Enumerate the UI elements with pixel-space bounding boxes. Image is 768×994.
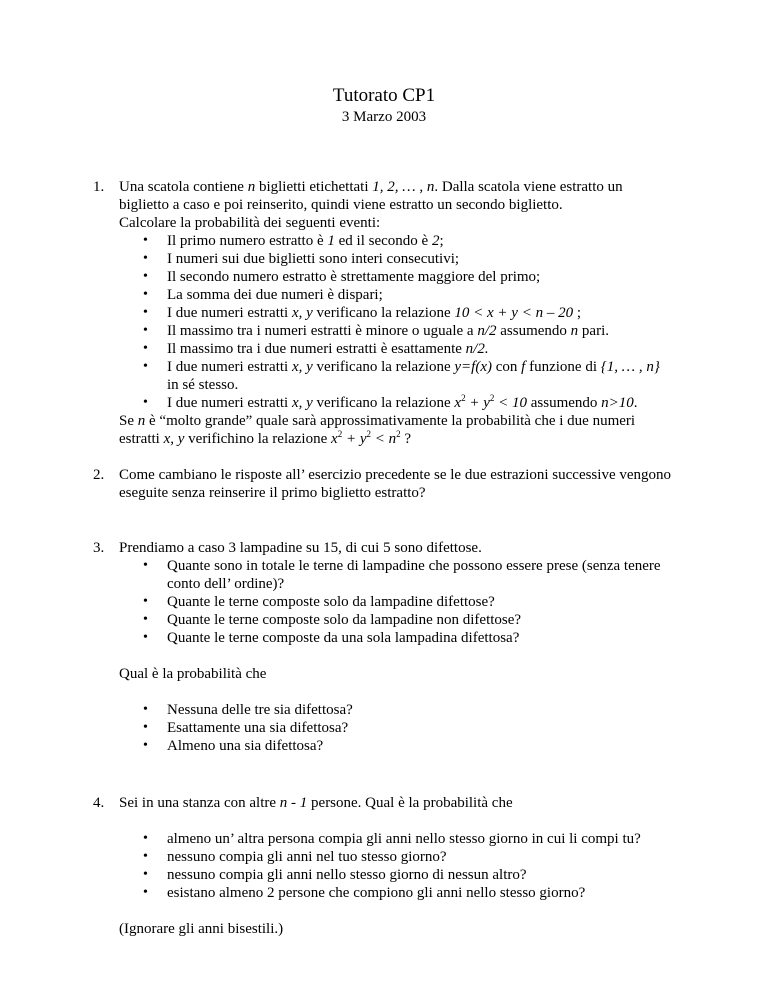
list-item: nessuno compia gli anni nello stesso giorno di nessun altro? [167, 867, 527, 883]
list-item: Quante le terne composte solo da lampadine difettose? [167, 594, 495, 610]
exercise-text: Se n è “molto grande” quale sarà approssimativamente la probabilità che i due numeri [119, 413, 636, 429]
list-item: Almeno una sia difettosa? [167, 738, 324, 754]
exercise-text: eseguite senza reinserire il primo biglietto estratto? [119, 485, 426, 501]
document-date: 3 Marzo 2003 [341, 109, 427, 125]
bullet-icon: • [143, 867, 148, 882]
exercise-note: (Ignorare gli anni bisestili.) [119, 921, 284, 937]
bullet-icon: • [143, 287, 148, 302]
exercise-text: Prendiamo a caso 3 lampadine su 15, di cui 5 sono difettose. [119, 540, 482, 556]
list-item: Quante le terne composte da una sola lampadina difettosa? [167, 630, 520, 646]
list-item: Quante sono in totale le terne di lampadine che possono essere prese (senza tenere [167, 558, 661, 574]
exercise-number: 1. [93, 179, 105, 195]
bullet-icon: • [143, 738, 148, 753]
bullet-icon: • [143, 395, 148, 410]
bullet-icon: • [143, 269, 148, 284]
bullet-icon: • [143, 558, 148, 573]
exercise-text: Calcolare la probabilità dei seguenti eventi: [119, 215, 381, 231]
exercise-text: estratti x, y verifichino la relazione $x^2 + y^2 < n^2$ ? [119, 429, 412, 447]
bullet-icon: • [143, 341, 148, 356]
list-item: I due numeri estratti x, y verificano la relazione $x^2 + y^2 < 10$ assumendo n>10. [167, 393, 638, 411]
list-item: almeno un’ altra persona compia gli anni nello stesso giorno in cui li compi tu? [167, 831, 641, 847]
list-item: La somma dei due numeri è dispari; [167, 287, 383, 303]
document-title: Tutorato CP1 [332, 85, 436, 106]
list-item: nessuno compia gli anni nel tuo stesso giorno? [167, 849, 447, 865]
exercise-number: 2. [93, 467, 105, 483]
exercise-text: Qual è la probabilità che [119, 666, 267, 682]
bullet-icon: • [143, 233, 148, 248]
bullet-icon: • [143, 251, 148, 266]
list-item: Il massimo tra i numeri estratti è minore o uguale a n/2 assumendo n pari. [167, 323, 609, 339]
list-item: Quante le terne composte solo da lampadine non difettose? [167, 612, 522, 628]
exercise-number: 3. [93, 540, 105, 556]
list-item: I due numeri estratti x, y verificano la relazione 10 < x + y < n – 20 ; [167, 305, 581, 321]
bullet-icon: • [143, 305, 148, 320]
bullet-icon: • [143, 630, 148, 645]
exercise-number: 4. [93, 795, 105, 811]
bullet-icon: • [143, 720, 148, 735]
list-item: Il primo numero estratto è 1 ed il secondo è 2; [167, 233, 444, 249]
list-item: I numeri sui due biglietti sono interi consecutivi; [167, 251, 460, 267]
list-item: Nessuna delle tre sia difettosa? [167, 702, 353, 718]
list-item: Esattamente una sia difettosa? [167, 720, 349, 736]
list-item: I due numeri estratti x, y verificano la relazione y=f(x) con f funzione di {1, … , n} [167, 359, 660, 375]
list-item: esistano almeno 2 persone che compiono gli anni nello stesso giorno? [167, 885, 586, 901]
exercise-text: Una scatola contiene n biglietti etichettati 1, 2, … , n. Dalla scatola viene estratto un [119, 179, 623, 195]
bullet-icon: • [143, 885, 148, 900]
bullet-icon: • [143, 359, 148, 374]
bullet-icon: • [143, 849, 148, 864]
bullet-icon: • [143, 831, 148, 846]
bullet-icon: • [143, 594, 148, 609]
list-item: Il massimo tra i due numeri estratti è esattamente n/2. [167, 341, 489, 357]
exercise-text: Come cambiano le risposte all’ esercizio precedente se le due estrazioni successive vengono [119, 467, 672, 483]
list-item-continuation: in sé stesso. [167, 377, 239, 393]
list-item-continuation: conto dell’ ordine)? [167, 576, 285, 592]
exercise-text: Sei in una stanza con altre n - 1 persone. Qual è la probabilità che [119, 795, 513, 811]
list-item: Il secondo numero estratto è strettamente maggiore del primo; [167, 269, 541, 285]
exercise-text: biglietto a caso e poi reinserito, quindi viene estratto un secondo biglietto. [119, 197, 563, 213]
bullet-icon: • [143, 702, 148, 717]
bullet-icon: • [143, 323, 148, 338]
bullet-icon: • [143, 612, 148, 627]
